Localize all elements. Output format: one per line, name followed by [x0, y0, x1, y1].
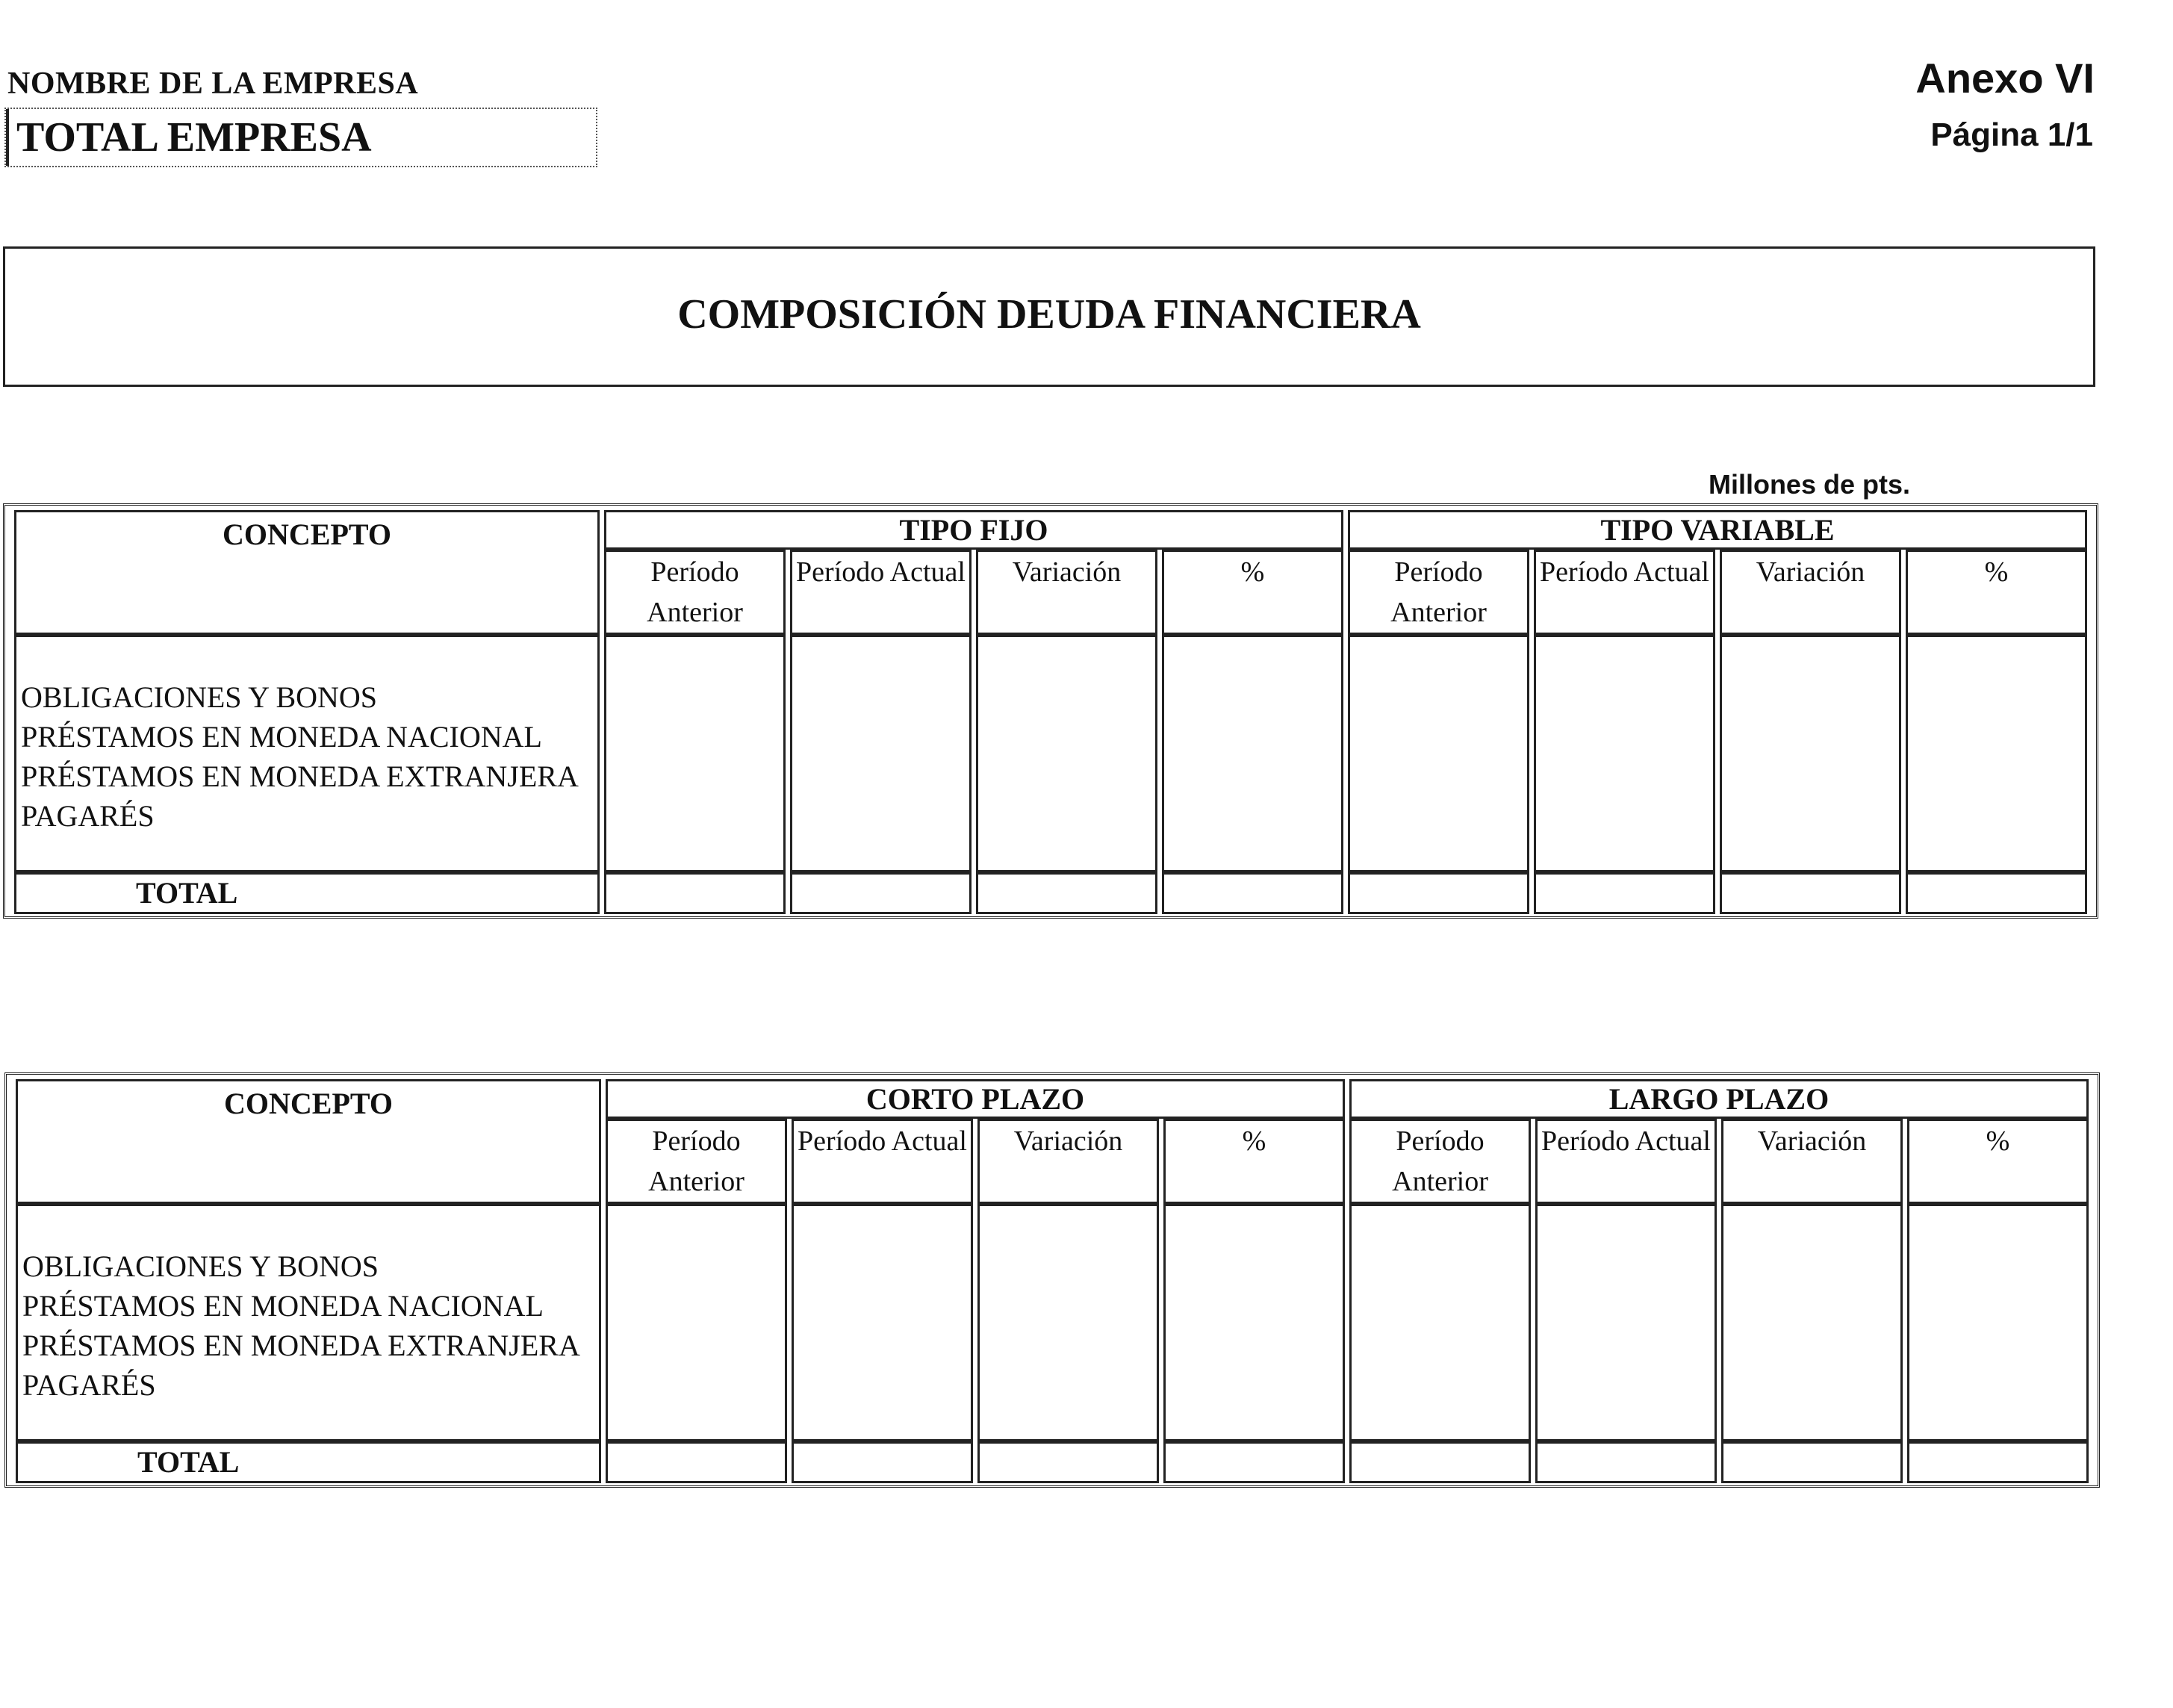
- group-header-fixed-rate: TIPO FIJO: [604, 510, 1343, 550]
- total-cell[interactable]: [1906, 872, 2087, 914]
- col-header-percent: %: [1162, 550, 1343, 635]
- debt-type-grid: [10, 510, 2092, 914]
- input-cell[interactable]: [790, 635, 972, 872]
- debt-term-grid: [11, 1079, 2093, 1483]
- input-cell[interactable]: [1348, 635, 1529, 872]
- company-name-field[interactable]: [4, 108, 597, 167]
- row-label: PAGARÉS: [22, 1368, 156, 1402]
- col-header-percent: %: [1163, 1119, 1345, 1204]
- total-cell[interactable]: [792, 1441, 973, 1483]
- concept-list: [14, 635, 600, 872]
- input-cell[interactable]: [1720, 635, 1901, 872]
- input-cell[interactable]: [1162, 635, 1343, 872]
- row-label: PAGARÉS: [21, 799, 155, 833]
- total-cell[interactable]: [1720, 872, 1901, 914]
- col-header-variation: Variación: [1721, 1119, 1903, 1204]
- row-label: OBLIGACIONES Y BONOS: [21, 680, 378, 714]
- document-title: COMPOSICIÓN DEUDA FINANCIERA: [677, 291, 1421, 338]
- input-cell[interactable]: [1535, 1204, 1717, 1441]
- row-label: PRÉSTAMOS EN MONEDA NACIONAL: [21, 720, 542, 754]
- input-cell[interactable]: [792, 1204, 973, 1441]
- col-header-variation: Variación: [977, 1119, 1159, 1204]
- row-label: PRÉSTAMOS EN MONEDA EXTRANJERA: [22, 1329, 580, 1362]
- total-cell[interactable]: [1534, 872, 1715, 914]
- col-header-current-period: Período Actual: [792, 1119, 973, 1204]
- company-name: TOTAL EMPRESA: [16, 114, 372, 161]
- total-cell[interactable]: [604, 872, 786, 914]
- col-header-previous-period: Período Anterior: [606, 1119, 787, 1204]
- concept-list: [16, 1204, 601, 1441]
- row-label: PRÉSTAMOS EN MONEDA NACIONAL: [22, 1289, 544, 1323]
- units-label: Millones de pts.: [1708, 469, 1910, 500]
- page-number: Página 1/1: [1930, 117, 2093, 153]
- input-cell[interactable]: [1721, 1204, 1903, 1441]
- annex-label: Anexo VI: [1915, 55, 2095, 102]
- col-header-variation: Variación: [1720, 550, 1901, 635]
- input-cell[interactable]: [1349, 1204, 1531, 1441]
- debt-term-table: [4, 1072, 2100, 1488]
- col-header-percent: %: [1907, 1119, 2089, 1204]
- company-label: NOMBRE DE LA EMPRESA: [7, 66, 419, 101]
- input-cell[interactable]: [1906, 635, 2087, 872]
- total-cell[interactable]: [1162, 872, 1343, 914]
- total-label: TOTAL: [14, 872, 600, 914]
- col-header-previous-period: Período Anterior: [1349, 1119, 1531, 1204]
- total-cell[interactable]: [1721, 1441, 1903, 1483]
- input-cell[interactable]: [976, 635, 1157, 872]
- group-header-variable-rate: TIPO VARIABLE: [1348, 510, 2087, 550]
- col-header-current-period: Período Actual: [790, 550, 972, 635]
- input-cell[interactable]: [604, 635, 786, 872]
- total-cell[interactable]: [606, 1441, 787, 1483]
- total-cell[interactable]: [1349, 1441, 1531, 1483]
- col-header-current-period: Período Actual: [1535, 1119, 1717, 1204]
- input-cell[interactable]: [606, 1204, 787, 1441]
- row-label: OBLIGACIONES Y BONOS: [22, 1249, 379, 1283]
- concept-header: CONCEPTO: [16, 1079, 601, 1204]
- total-cell[interactable]: [1163, 1441, 1345, 1483]
- col-header-current-period: Período Actual: [1534, 550, 1715, 635]
- input-cell[interactable]: [977, 1204, 1159, 1441]
- col-header-previous-period: Período Anterior: [604, 550, 786, 635]
- total-cell[interactable]: [976, 872, 1157, 914]
- group-header-long-term: LARGO PLAZO: [1349, 1079, 2089, 1119]
- group-header-short-term: CORTO PLAZO: [606, 1079, 1345, 1119]
- total-cell[interactable]: [977, 1441, 1159, 1483]
- total-label: TOTAL: [16, 1441, 601, 1483]
- total-cell[interactable]: [790, 872, 972, 914]
- col-header-previous-period: Período Anterior: [1348, 550, 1529, 635]
- field-left-border: [6, 109, 9, 166]
- debt-type-table: [3, 503, 2098, 919]
- input-cell[interactable]: [1163, 1204, 1345, 1441]
- col-header-percent: %: [1906, 550, 2087, 635]
- total-cell[interactable]: [1907, 1441, 2089, 1483]
- input-cell[interactable]: [1534, 635, 1715, 872]
- total-cell[interactable]: [1348, 872, 1529, 914]
- total-cell[interactable]: [1535, 1441, 1717, 1483]
- row-label: PRÉSTAMOS EN MONEDA EXTRANJERA: [21, 760, 579, 793]
- col-header-variation: Variación: [976, 550, 1157, 635]
- title-box: [3, 246, 2095, 387]
- input-cell[interactable]: [1907, 1204, 2089, 1441]
- concept-header: CONCEPTO: [14, 510, 600, 635]
